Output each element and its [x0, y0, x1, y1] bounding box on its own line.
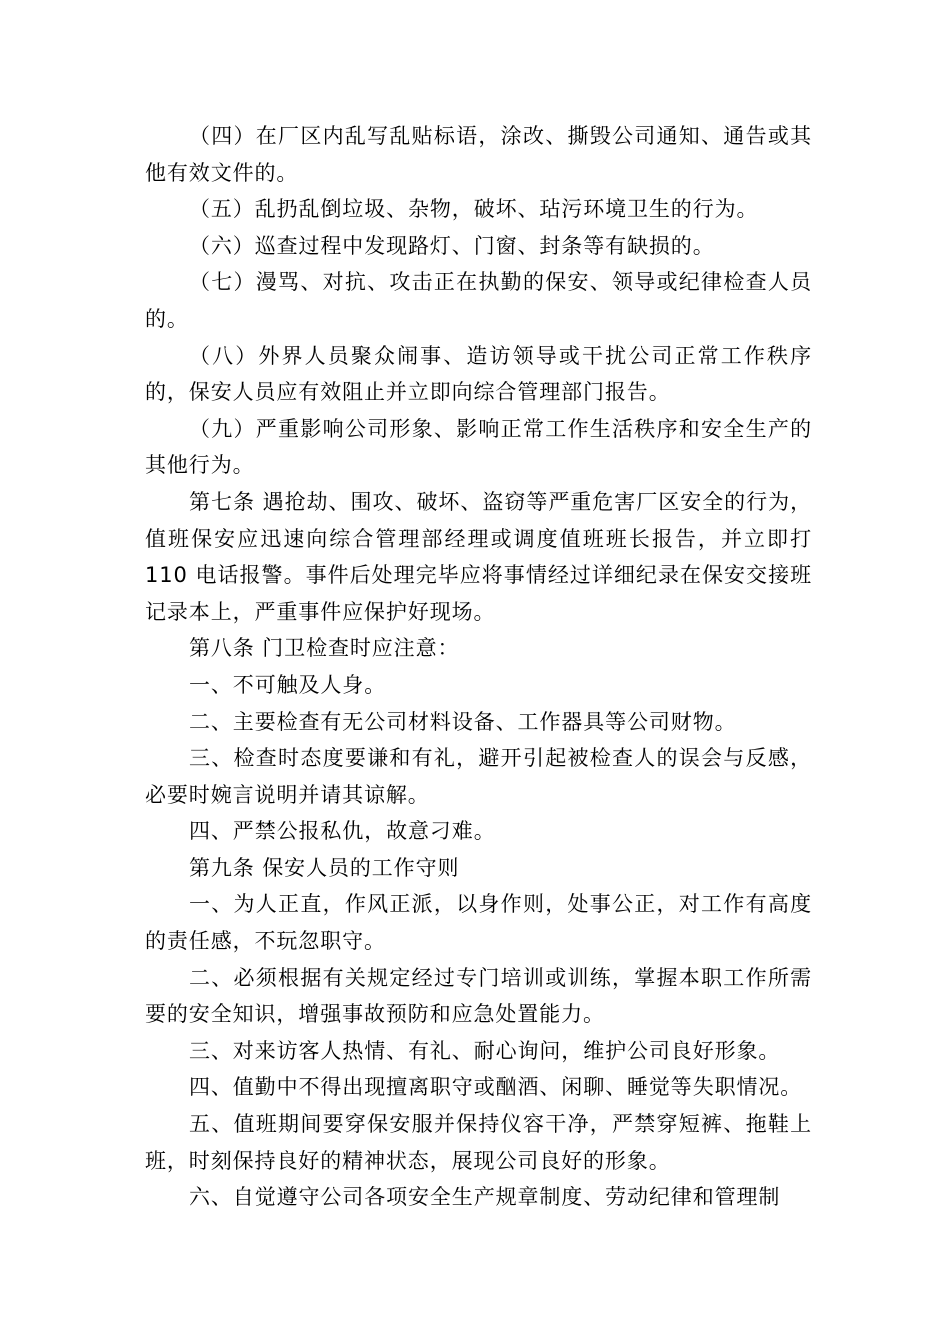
article-8-heading: 第八条 门卫检查时应注意： — [189, 636, 460, 661]
article-9-item-4: 四、值勤中不得出现擅离职守或酗酒、闲聊、睡觉等失职情况。 — [189, 1075, 803, 1100]
article-8-item-1: 一、不可触及人身。 — [189, 672, 387, 697]
clause-8-paragraph: （八）外界人员聚众闹事、造访领导或干扰公司正常工作秩序的，保安人员应有效阻止并立即向综合管理部门报告。 — [145, 343, 812, 405]
clause-5-paragraph: （五）乱扔乱倒垃圾、杂物，破坏、玷污环境卫生的行为。 — [189, 197, 759, 222]
article-9-item-2: 二、必须根据有关规定经过专门培训或训练，掌握本职工作所需要的安全知识，增强事故预防和应急处置能力。 — [145, 965, 812, 1027]
article-9-item-3: 三、对来访客人热情、有礼、耐心询问，维护公司良好形象。 — [189, 1038, 781, 1063]
clause-7-paragraph: （七）漫骂、对抗、攻击正在执勤的保安、领导或纪律检查人员的。 — [145, 270, 812, 331]
article-8-item-3: 三、检查时态度要谦和有礼，避开引起被检查人的误会与反感，必要时婉言说明并请其谅解。 — [145, 746, 812, 807]
article-8-item-2: 二、主要检查有无公司材料设备、工作器具等公司财物。 — [189, 709, 737, 734]
article-8-item-4: 四、严禁公报私仇，故意刁难。 — [189, 819, 496, 844]
article-9-item-6: 六、自觉遵守公司各项安全生产规章制度、劳动纪律和管理制 — [189, 1185, 781, 1210]
article-7-paragraph: 第七条 遇抢劫、围攻、破坏、盗窃等严重危害厂区安全的行为，值班保安应迅速向综合管理部经理或调度值班班长报告，并立即打110 电话报警。事件后处理完毕应将事情经过详细纪录在保安交接班记录本上，严重事件应保护好现场。 — [145, 489, 812, 624]
article-9-item-5: 五、值班期间要穿保安服并保持仪容干净，严禁穿短裤、拖鞋上班，时刻保持良好的精神状态，展现公司良好的形象。 — [145, 1112, 812, 1173]
clause-6-paragraph: （六）巡查过程中发现路灯、门窗、封条等有缺损的。 — [189, 233, 715, 258]
article-9-heading: 第九条 保安人员的工作守则 — [189, 855, 460, 880]
article-9-item-1: 一、为人正直，作风正派，以身作则，处事公正，对工作有高度的责任感，不玩忽职守。 — [145, 892, 812, 954]
clause-4-paragraph: （四）在厂区内乱写乱贴标语，涂改、撕毁公司通知、通告或其他有效文件的。 — [145, 124, 812, 185]
clause-9-paragraph: （九）严重影响公司形象、影响正常工作生活秩序和安全生产的其他行为。 — [145, 416, 812, 478]
document-body — [145, 118, 812, 1216]
